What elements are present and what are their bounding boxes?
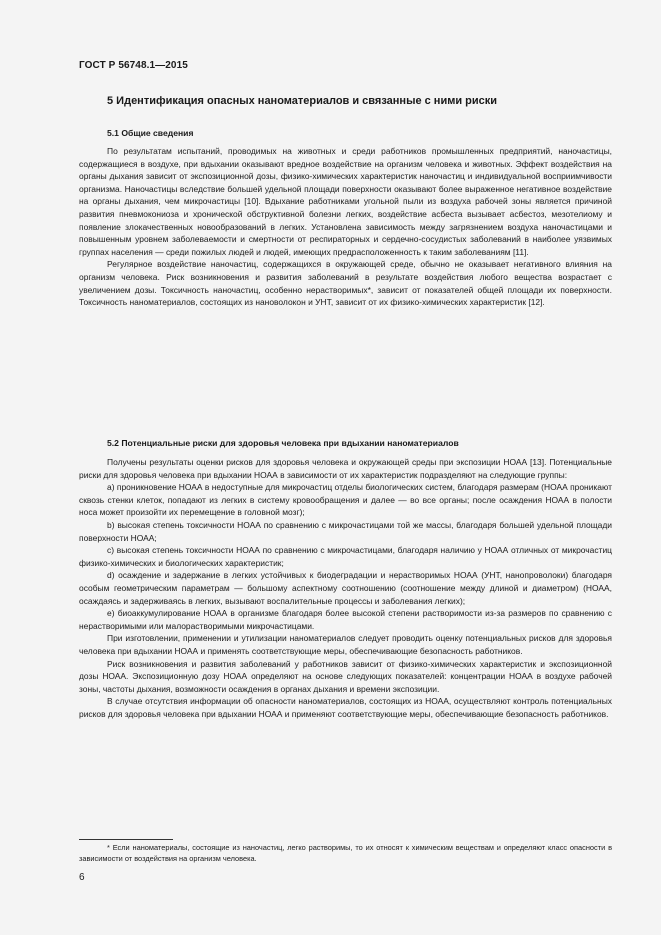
paragraph: По результатам испытаний, проводимых на животных и среди работников промышленных предприятий, наночастицы, содержащиеся в воздухе, при вдыхании оказывают вредное воздействие на организм человека и животных. Эффект воздействия на органы дыхания зависит от экспозиционной дозы, физико-химических характеристик наночастиц и индивидуальной восприимчивости организма. Наночастицы вследствие большей удельной площади поверхности оказывают более выраженное негативное воздействие на органы дыхания, чем микрочастицы [10]. Вдыхание работниками угольной пыли из воздуха рабочей зоны является причиной развития пневмокониоза и хронической обструктивной болезни легких, воздействие асбеста вызывает асбестоз, мезотелиому и появление злокачественных новообразований в легких. Установлена зависимость между загрязнением воздуха наночастицами и повышенным уровнем заболеваемости и смертности от респираторных и сердечно-сосудистых заболеваний в наиболее уязвимых группах населения — среди пожилых людей и людей, имеющих предрасположенность к таким заболеваниям [11]. <box>79 146 612 257</box>
document-header: ГОСТ Р 56748.1—2015 <box>79 60 188 71</box>
page-number: 6 <box>79 872 85 883</box>
list-item: e) биоаккумулирование НОАА в организме благодаря более высокой степени растворимости из-за размеров по сравнению с нерастворимыми или малорастворимыми микрочастицами. <box>79 608 612 631</box>
subsection-5-2-body <box>79 456 612 720</box>
paragraph: При изготовлении, применении и утилизации наноматериалов следует проводить оценку потенциальных рисков для здоровья человека при вдыхании НОАА и применять соответствующие меры, обеспечивающие безопасность работников. <box>79 633 612 656</box>
list-item: c) высокая степень токсичности НОАА по сравнению с микрочастицами, благодаря наличию у НОАА отличных от микрочастиц физико-химических и биологических характеристик; <box>79 545 612 568</box>
subsection-title-5-2: 5.2 Потенциальные риски для здоровья человека при вдыхании наноматериалов <box>107 438 459 448</box>
paragraph: Получены результаты оценки рисков для здоровья человека и окружающей среды при экспозиции НОАА [13]. Потенциальные риски для здоровья человека при вдыхании НОАА в зависимости от их характеристик подразделяют на следующие группы: <box>79 457 612 480</box>
footnote <box>79 842 612 864</box>
list-item: d) осаждение и задержание в легких устойчивых к биодеградации и нерастворимых НОАА (УНТ, нанопроволоки) благодаря особым геометрическим параметрам — большому аспектному соотношению (соотношение между длиной и диаметром) (НОАА, осаждаясь и задерживаясь в легких, вызывают воспалительные процессы и заболевания легких); <box>79 570 612 606</box>
subsection-5-1-body <box>79 145 612 309</box>
list-item: b) высокая степень токсичности НОАА по сравнению с микрочастицами той же массы, благодаря большей удельной площади поверхности НОАА; <box>79 519 612 543</box>
list-item: а) проникновение НОАА в недоступные для микрочастиц отделы биологических систем, благодаря размерам (НОАА проникают сквозь стенки клеток, попадают из легких в систему кровообращения и далее — во все органы; после осаждения НОАА в полости носа может произойти их перемещение в головной мозг); <box>79 482 612 518</box>
footnote-text: * Если наноматериалы, состоящие из наночастиц, легко растворимы, то их относят к химическим веществам и определяют класс опасности в зависимости от воздействия на организм человека. <box>79 843 612 863</box>
paragraph: В случае отсутствия информации об опасности наноматериалов, состоящих из НОАА, осуществляют контроль потенциальных рисков для здоровья человека при вдыхании НОАА и применяют соответствующие меры, обеспечивающие безопасность работников. <box>79 696 612 719</box>
subsection-title-5-1: 5.1 Общие сведения <box>107 128 194 138</box>
footnote-divider <box>79 839 173 840</box>
paragraph: Регулярное воздействие наночастиц, содержащихся в окружающей среде, обычно не оказывает негативного влияния на организм человека. Риск возникновения и развития заболеваний в результате воздействия любого вещества возрастает с увеличением дозы. Токсичность наночастиц, особенно нерастворимых*, зависит от показателей общей площади их поверхности. Токсичность наноматериалов, состоящих из нановолокон и УНТ, зависит от их физико-химических характеристик [12]. <box>79 259 612 308</box>
section-title: 5 Идентификация опасных наноматериалов и связанные с ними риски <box>107 95 498 107</box>
paragraph: Риск возникновения и развития заболеваний у работников зависит от физико-химических характеристик и экспозиционной дозы НОАА. Экспозиционную дозу НОАА определяют на основе следующих показателей: концентрации НОАА в воздухе рабочей зоны, частоты дыхания, возможности осаждения в органах дыхания и времени экспозиции. <box>79 658 612 694</box>
